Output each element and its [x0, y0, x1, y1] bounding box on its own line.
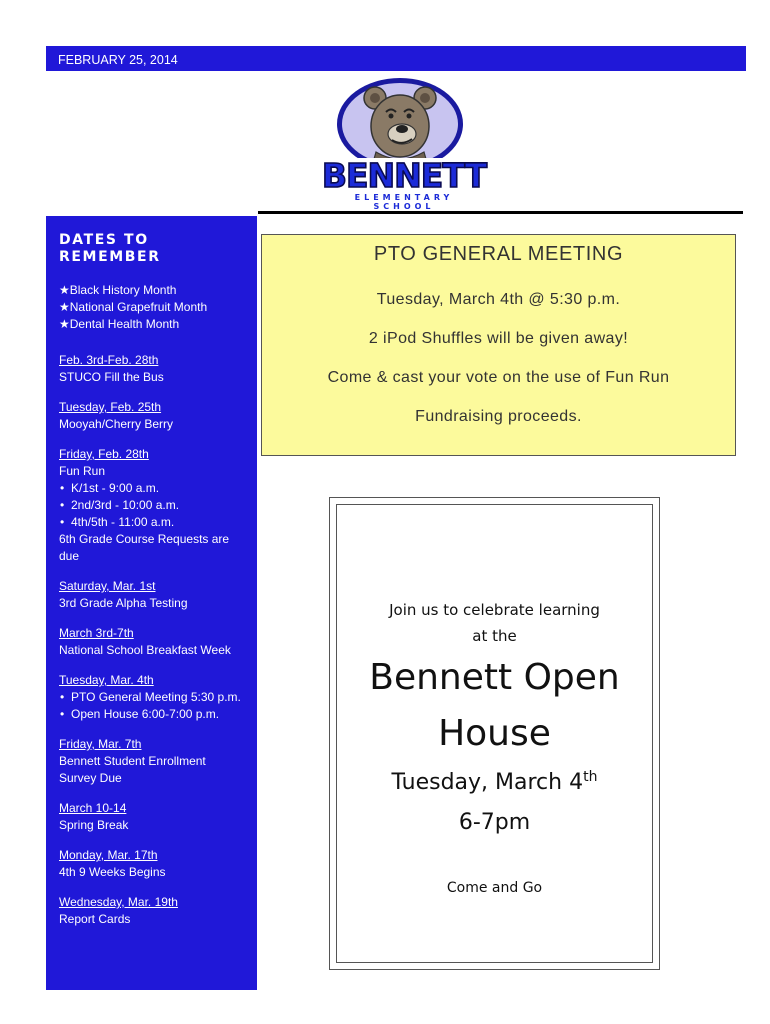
event-bullet-item: [59, 514, 249, 531]
pto-meeting-box: [261, 234, 736, 456]
event-item: [59, 399, 249, 433]
event-detail: Report Cards: [59, 912, 131, 926]
event-bullet-text: K/1st - 9:00 a.m.: [71, 481, 160, 495]
event-bullet-text: Open House 6:00-7:00 p.m.: [71, 707, 220, 721]
event-bullet-item: [59, 497, 249, 514]
month-item: ★Black History Month: [59, 283, 177, 297]
logo-subtitle-1: ELEMENTARY: [354, 193, 454, 202]
pto-title: PTO GENERAL MEETING: [373, 243, 624, 265]
pto-date-time: Tuesday, March 4th @ 5:30 p.m.: [376, 291, 621, 308]
sidebar-title-line: DATES TO: [59, 232, 149, 248]
sidebar-title: [59, 232, 249, 266]
event-date: Friday, Feb. 28th: [59, 447, 149, 461]
event-bullet-text: 2nd/3rd - 10:00 a.m.: [71, 498, 180, 512]
event-detail: Spring Break: [59, 818, 129, 832]
dates-sidebar: [46, 216, 257, 990]
event-item: [59, 672, 249, 723]
open-house-invite: [337, 597, 652, 649]
open-house-title: [337, 650, 652, 762]
event-detail: Bennett Student Enrollment: [59, 754, 206, 768]
open-house-title-line: House: [438, 713, 551, 754]
event-date: Tuesday, Feb. 25th: [59, 400, 162, 414]
month-item: ★Dental Health Month: [59, 317, 180, 331]
event-date: Tuesday, Mar. 4th: [59, 673, 154, 687]
logo-wordmark: BENNETT: [321, 156, 487, 195]
event-item: [59, 578, 249, 612]
observance-months: [59, 282, 249, 333]
open-house-title-line: Bennett Open: [369, 657, 620, 698]
event-bullet-item: [59, 706, 249, 723]
event-bullet-item: [59, 480, 249, 497]
invite-line: Join us to celebrate learning: [389, 601, 600, 619]
event-date: March 3rd-7th: [59, 626, 134, 640]
event-bullet-text: PTO General Meeting 5:30 p.m.: [71, 690, 241, 704]
newsletter-date: FEBRUARY 25, 2014: [58, 53, 178, 67]
event-date: March 10-14: [59, 801, 127, 815]
event-detail: Fun Run: [59, 464, 106, 478]
event-item: [59, 800, 249, 834]
open-house-flyer: [329, 497, 660, 970]
event-list: [59, 352, 249, 928]
event-detail: 4th 9 Weeks Begins: [59, 865, 166, 879]
open-house-inner-frame: [336, 504, 653, 963]
open-house-come-and-go: Come and Go: [446, 880, 543, 896]
sidebar-title-line: REMEMBER: [59, 249, 161, 265]
event-date: Saturday, Mar. 1st: [59, 579, 156, 593]
logo-subtitle-2: SCHOOL: [373, 202, 435, 211]
date-banner: [46, 46, 746, 71]
event-detail: 6th Grade Course Requests are: [59, 532, 230, 546]
open-house-date-text: Tuesday, March 4: [391, 770, 584, 795]
event-date: Feb. 3rd-Feb. 28th: [59, 353, 159, 367]
event-item: [59, 352, 249, 386]
bullet-icon: •: [60, 498, 65, 512]
bullet-icon: •: [60, 515, 65, 529]
pto-proceeds-line: Fundraising proceeds.: [415, 408, 582, 425]
bullet-icon: •: [60, 690, 65, 704]
event-bullet-item: [59, 689, 249, 706]
month-item: ★National Grapefruit Month: [59, 300, 208, 314]
event-detail: STUCO Fill the Bus: [59, 370, 164, 384]
event-item: [59, 736, 249, 787]
event-item: [59, 446, 249, 565]
event-item: [59, 894, 249, 928]
pto-giveaway: 2 iPod Shuffles will be given away!: [368, 330, 629, 347]
event-bullet-list: [59, 689, 249, 723]
event-detail: Survey Due: [59, 771, 122, 785]
open-house-date-suffix: th: [583, 769, 598, 785]
event-item: [59, 847, 249, 881]
event-detail: due: [59, 549, 80, 563]
event-detail: Mooyah/Cherry Berry: [59, 417, 174, 431]
event-bullet-text: 4th/5th - 11:00 a.m.: [71, 515, 175, 529]
pto-vote-line: Come & cast your vote on the use of Fun Run: [327, 369, 670, 386]
bullet-icon: •: [60, 707, 65, 721]
bullet-icon: •: [60, 481, 65, 495]
event-detail: 3rd Grade Alpha Testing: [59, 596, 188, 610]
invite-line: at the: [472, 627, 517, 645]
open-house-date: [337, 770, 652, 796]
event-item: [59, 625, 249, 659]
header-divider: [258, 211, 743, 214]
event-date: Monday, Mar. 17th: [59, 848, 158, 862]
event-detail: National School Breakfast Week: [59, 643, 231, 657]
bennett-school-logo: [312, 74, 498, 212]
bear-mascot-icon: [364, 87, 436, 166]
open-house-time: 6-7pm: [458, 810, 531, 835]
event-date: Wednesday, Mar. 19th: [59, 895, 178, 909]
event-date: Friday, Mar. 7th: [59, 737, 142, 751]
event-bullet-list: [59, 480, 249, 531]
